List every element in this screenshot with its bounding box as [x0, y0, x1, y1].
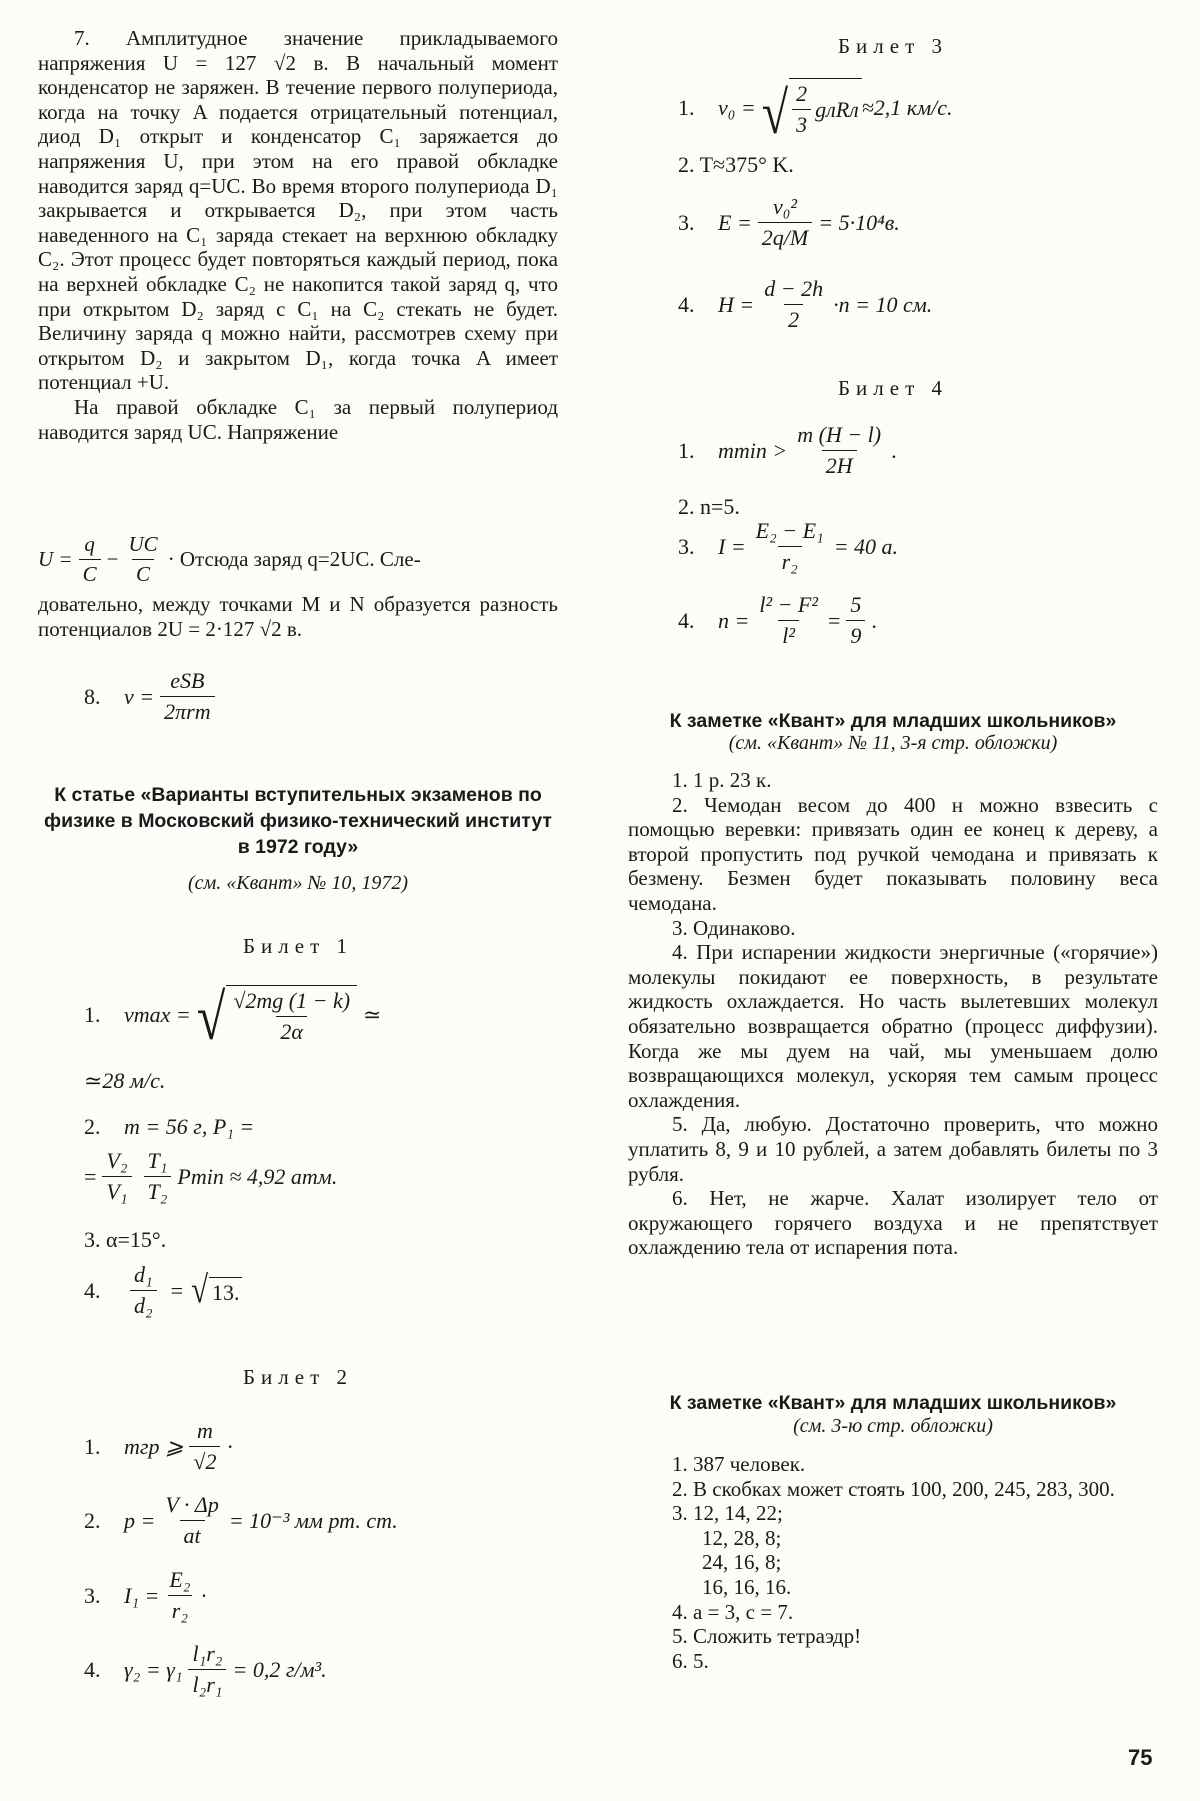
fraction-uc-over-c	[124, 532, 161, 587]
denominator: 9	[846, 620, 865, 649]
result: = 40 a.	[833, 533, 899, 559]
result: = 10⁻³ мм рт. ст.	[228, 1507, 398, 1533]
numerator: q	[84, 532, 95, 556]
fraction	[189, 1418, 220, 1475]
note-1-answer-item: 3. Одинаково.	[672, 915, 796, 940]
result: = 5·10⁴в.	[818, 209, 900, 235]
article-heading: К статье «Варианты вступительных экзаменов по физике в Московский физико-технический институт в 1972 году»	[44, 784, 552, 858]
numerator: m	[197, 1418, 213, 1443]
denominator: T₂	[144, 1176, 172, 1205]
ticket-2-item-1	[84, 1418, 234, 1475]
numerator: m (H − l)	[797, 422, 882, 447]
radical-sign-icon: √	[191, 1268, 208, 1312]
numerator: d − 2h	[764, 276, 824, 301]
ticket-2-item-3	[84, 1567, 208, 1624]
fraction	[755, 592, 822, 649]
eq-lhs: I₁ =	[124, 1582, 160, 1608]
denominator: d₂	[130, 1290, 157, 1319]
radicand: 13.	[209, 1277, 243, 1306]
note-2-heading: К заметке «Квант» для младших школьников»	[669, 1392, 1117, 1414]
fraction-t	[144, 1148, 172, 1205]
eq-lhs: U =	[38, 547, 73, 571]
ticket-3-item-2	[678, 152, 794, 178]
note-2-answer-item: 2. В скобках может стоять 100, 200, 245, 283, 300.	[672, 1476, 1115, 1501]
denominator: √2	[189, 1446, 220, 1475]
ticket-4-item-4	[678, 592, 877, 649]
ticket-3-item-1	[678, 78, 953, 147]
note-2-answer-item: 3. 12, 14, 22;	[672, 1501, 783, 1526]
denominator: l²	[778, 620, 799, 649]
answer-7-equation	[38, 532, 421, 587]
eq-tail: ·	[200, 1582, 208, 1608]
eq-lhs: I =	[718, 533, 746, 559]
item-number: 4.	[678, 607, 695, 633]
ticket-4-item-2	[678, 494, 740, 520]
numerator: 5	[850, 592, 862, 617]
item-text: 2. T≈375° K.	[678, 152, 794, 177]
note-2-answer-item: 16, 16, 16.	[702, 1574, 792, 1599]
denominator: 3	[792, 109, 811, 138]
numerator: 2	[796, 81, 808, 106]
fraction	[758, 194, 812, 251]
fraction-q-over-c	[79, 532, 101, 587]
eq-tail: .	[891, 437, 897, 463]
denominator: 2πrm	[160, 696, 214, 725]
item-number: 1.	[84, 1002, 101, 1027]
ticket-2-item-4	[84, 1641, 327, 1698]
ticket-3-item-4	[678, 276, 932, 333]
item-number: 2.	[84, 1114, 101, 1139]
item-number: 3.	[84, 1582, 101, 1608]
eq-tail: .	[871, 607, 877, 633]
numerator: l² − F²	[759, 592, 818, 617]
ticket-4-item-3	[678, 518, 898, 575]
radical-sign-icon: √	[761, 80, 789, 147]
denominator: r₂	[778, 546, 802, 575]
note-1-answer-item: 5. Да, любую. Достаточно проверить, что можно уплатить 8, 9 и 10 рублей, а затем добавлять билеты по 3 рубля.	[628, 1112, 1158, 1186]
denominator: 2α	[276, 1016, 307, 1045]
eq-tail: · Отсюда заряд q=2UC. Сле-	[167, 547, 421, 571]
fraction	[165, 1567, 194, 1624]
ticket-1-item-2	[84, 1114, 254, 1140]
note-2-answer-item: 1. 387 человек.	[672, 1452, 806, 1476]
result: Pmin ≈ 4,92 атм.	[177, 1163, 338, 1189]
article-reference: (см. «Квант» № 10, 1972)	[187, 872, 408, 894]
radicand	[226, 985, 357, 1045]
item-text: 3. α=15°.	[84, 1227, 167, 1252]
fraction	[160, 668, 214, 725]
eq-lhs: p =	[124, 1507, 156, 1533]
denominator: at	[180, 1520, 205, 1549]
result: ·n = 10 см.	[833, 291, 933, 317]
note-1-answer-item: 2. Чемодан весом до 400 н можно взвесить с помощью веревки: привязать один ее конец к дереву, а второй пропустить под ручкой чемодана и привязать к безмену. Безмен будет показывать половину веса чемодана.	[628, 792, 1158, 915]
note-1-answer-item: 6. Нет, не жарче. Халат изолирует тело от окружающего горячего воздуха и не препятствует охлаждению тела от испарения пота.	[628, 1186, 1158, 1260]
equals-sign: =	[827, 607, 841, 633]
fraction	[793, 422, 885, 479]
fraction-result	[846, 592, 865, 649]
note-1-reference: (см. «Квант» № 11, 3-я стр. обложки)	[728, 732, 1058, 754]
radicand-rest: gлRл	[815, 96, 859, 122]
numerator: V · Δp	[165, 1492, 219, 1517]
eq-text: m = 56 г, P₁ =	[124, 1114, 255, 1139]
square-root	[761, 78, 862, 147]
numerator: v₀²	[773, 194, 798, 219]
approx-sign: ≃	[363, 1002, 382, 1027]
fraction	[188, 1641, 226, 1698]
eq-tail: ·	[226, 1433, 234, 1459]
denominator: r₂	[168, 1595, 192, 1624]
answer-7-paragraph-2b: довательно, между точками M и N образуется разность потенциалов 2U = 2·127 √2 в.	[38, 592, 558, 641]
numerator: V₂	[106, 1148, 128, 1173]
ticket-2-title: Билет 2	[242, 1365, 354, 1389]
eq-lhs: vmax =	[124, 1002, 191, 1027]
item-number: 3.	[678, 533, 695, 559]
answer-7-paragraph-2a: На правой обкладке C₁ за первый полупериод наводится заряд UC. Напряжение	[38, 394, 558, 444]
ticket-1-item-4	[84, 1262, 242, 1319]
note-2-answer-item: 5. Сложить тетраэдр!	[672, 1624, 862, 1649]
item-number: 4.	[678, 291, 695, 317]
eq-lhs: v₀ =	[718, 95, 756, 120]
eq-lhs: E =	[718, 209, 752, 235]
equals-sign: =	[170, 1277, 184, 1303]
fraction	[229, 988, 354, 1045]
note-1-answer-item: 1. 1 р. 23 к.	[672, 768, 772, 792]
eq-lhs: n =	[718, 607, 750, 633]
ticket-2-item-2	[84, 1492, 398, 1549]
eq-lhs: v =	[124, 683, 155, 709]
fraction	[161, 1492, 222, 1549]
item-number: 4.	[84, 1656, 101, 1682]
result: = 0,2 г/м³.	[232, 1656, 327, 1682]
ticket-3-title: Билет 3	[837, 34, 949, 58]
note-1-answer-item: 4. При испарении жидкости энергичные («горячие») молекулы покидают ее поверхность, в результате жидкость охлаждается. Но часть вылетевших молекул обязательно возвращается обратно (процесс диффузии). Когда же мы дуем на чай, мы уменьшаем долю возвращающихся молекул, ускоряя тем самым процесс охлаждения.	[628, 940, 1158, 1112]
ticket-3-item-3	[678, 194, 900, 251]
fraction	[130, 1262, 157, 1319]
numerator: UC	[128, 532, 158, 556]
denominator: 2q/M	[758, 222, 812, 251]
denominator: l₂r₁	[188, 1669, 226, 1698]
ticket-1-item-2-eq	[84, 1148, 337, 1205]
numerator: √2mg (1 − k)	[233, 988, 351, 1013]
fraction	[792, 81, 811, 138]
square-root	[191, 1268, 242, 1312]
numerator: T₁	[147, 1148, 168, 1173]
eq-lhs: mгр ⩾	[124, 1433, 184, 1459]
note-2-answer-item: 4. a = 3, c = 7.	[672, 1599, 794, 1624]
item-text: 2. n=5.	[678, 494, 740, 519]
eq-lhs: γ₂ = γ₁	[124, 1656, 183, 1682]
note-1-answers	[628, 768, 1158, 1260]
equals-sign: =	[84, 1163, 97, 1189]
eq-lhs: H =	[718, 291, 755, 317]
fraction-v	[102, 1148, 131, 1205]
note-2-answers	[628, 1452, 1158, 1673]
note-2-answer-item: 12, 28, 8;	[702, 1525, 782, 1550]
ticket-4-item-1	[678, 422, 897, 479]
fraction	[752, 518, 828, 575]
numerator: l₁r₂	[192, 1641, 223, 1666]
answer-8	[84, 668, 221, 725]
note-2-answer-item: 6. 5.	[672, 1648, 709, 1673]
radicand	[789, 78, 862, 138]
fraction	[760, 276, 827, 333]
item-number: 2.	[84, 1507, 101, 1533]
note-1-heading: К заметке «Квант» для младших школьников»	[669, 710, 1117, 732]
radical-sign-icon: √	[196, 982, 226, 1054]
ticket-1-item-3	[84, 1227, 166, 1253]
item-number: 1.	[678, 437, 695, 463]
denominator: 2	[784, 304, 803, 333]
denominator: C	[79, 559, 101, 587]
item-number: 1.	[84, 1433, 101, 1459]
numerator: d₁	[134, 1262, 153, 1287]
item-number: 3.	[678, 209, 695, 235]
denominator: C	[132, 559, 154, 587]
item-number: 4.	[84, 1277, 101, 1303]
eq-lhs: mmin >	[718, 437, 788, 463]
numerator: eSB	[170, 668, 205, 693]
ticket-1-item-1-cont	[84, 1068, 165, 1094]
note-2-reference: (см. 3-ю стр. обложки)	[793, 1415, 993, 1437]
denominator: 2H	[822, 450, 857, 479]
square-root	[196, 982, 357, 1054]
ticket-1-title: Билет 1	[242, 934, 354, 958]
item-number: 1.	[678, 95, 695, 120]
answer-7-paragraph-1: 7. Амплитудное значение прикладываемого напряжения U = 127 √2 в. В начальный момент конденсатор не заряжен. В течение первого полупериода, когда на точку A подается отрицательный потенциал, диод D₁ открыт и конденсатор C₁ заряжается до напряжения U, при этом на его правой обкладке наводится заряд q=UC. Во время второго полупериода D₁ закрывается и открывается D₂, при этом часть наведенного на C₁ заряда стекает на верхнюю обкладку C₂. Этот процесс будет повторяться каждый период, пока на верхней обкладке C₂ не накопится такой заряд q, что при открытом D₂ заряд с C₁ на C₂ стекать не будет. Величину заряда q можно найти, рассмотрев схему при открытом D₂ и закрытом D₁, когда точка A имеет потенциал +U.	[38, 26, 558, 395]
numerator: E₂ − E₁	[755, 518, 824, 543]
page-number: 75	[1128, 1745, 1153, 1770]
result: ≈2,1 км/с.	[861, 95, 953, 120]
minus-sign: −	[106, 547, 119, 571]
note-2-answer-item: 24, 16, 8;	[702, 1550, 782, 1575]
item-number: 8.	[84, 683, 101, 709]
result: ≃28 м/с.	[84, 1068, 166, 1093]
ticket-1-item-1	[84, 982, 382, 1054]
ticket-4-title: Билет 4	[837, 376, 949, 400]
denominator: V₁	[102, 1176, 131, 1205]
numerator: E₂	[169, 1567, 191, 1592]
